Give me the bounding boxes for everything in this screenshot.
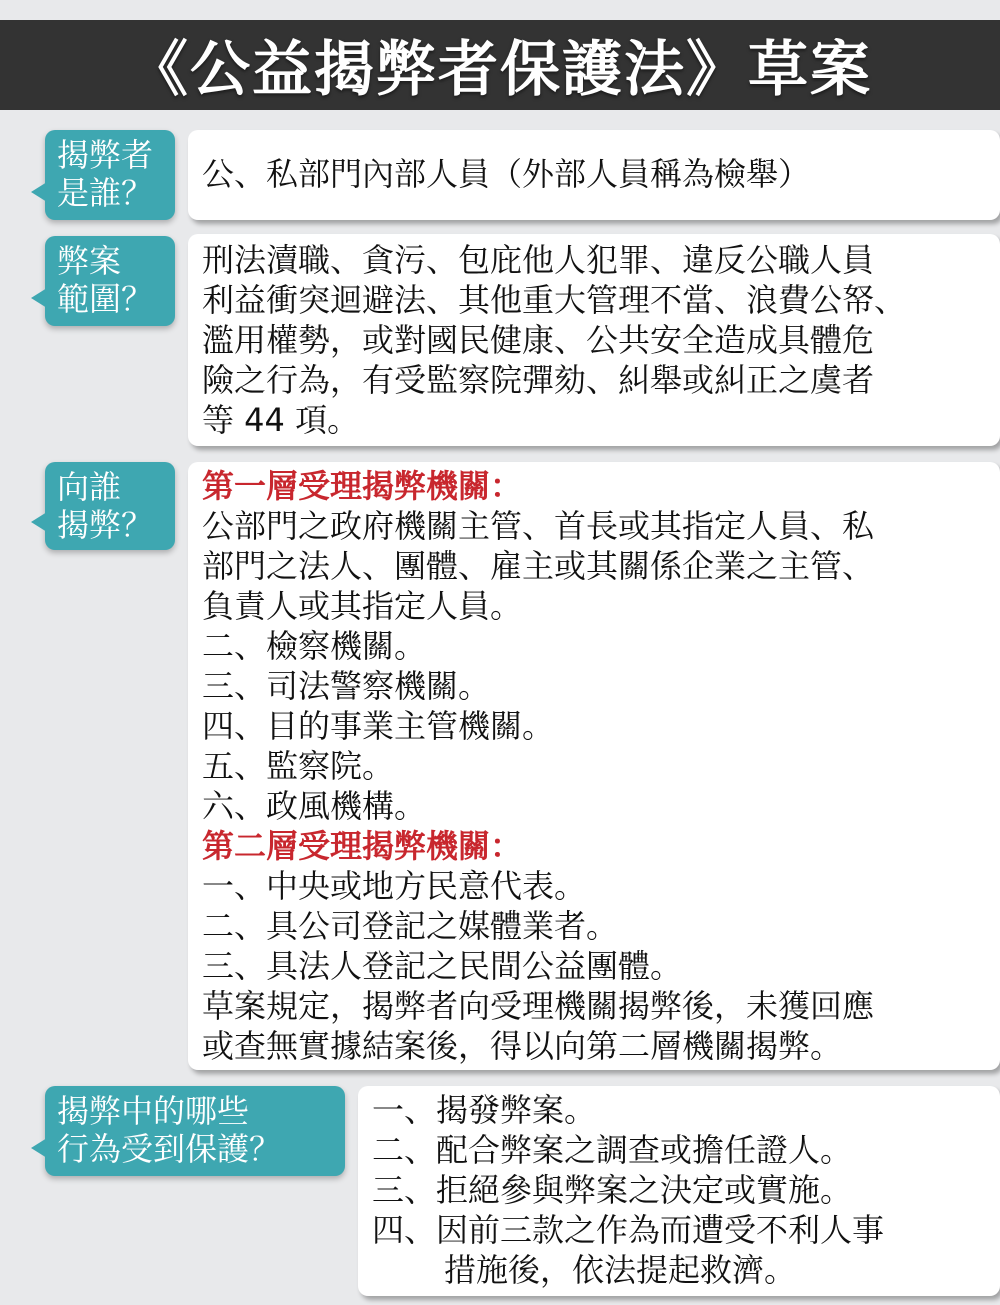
- answer-line: 險之行為，有受監察院彈劾、糾舉或糾正之虞者: [202, 361, 875, 399]
- tier-one-heading: 第一層受理揭弊機關：: [202, 467, 523, 505]
- answer-line: 三、拒絕參與弊案之決定或實施。: [372, 1171, 853, 1209]
- title-bar: [0, 20, 1000, 110]
- answer-line: 六、政風機構。: [202, 787, 427, 825]
- question-line: 弊案: [57, 242, 122, 280]
- answer-line: 或查無實據結案後，得以向第二層機關揭弊。: [202, 1027, 843, 1065]
- question-line: 向誰: [57, 468, 122, 506]
- tier-two-heading: 第二層受理揭弊機關：: [202, 827, 523, 865]
- answer-line: 負責人或其指定人員。: [202, 587, 523, 625]
- answer-line: 二、配合弊案之調查或擔任證人。: [372, 1131, 853, 1169]
- answer-line: 濫用權勢，或對國民健康、公共安全造成具體危: [202, 321, 875, 359]
- answer-line: 公、私部門內部人員（外部人員稱為檢舉）: [202, 155, 811, 193]
- answer-box-protected-acts: [358, 1086, 1000, 1296]
- answer-line: 等 44 項。: [202, 401, 360, 439]
- answer-line: 利益衝突迴避法、其他重大管理不當、浪費公帑、: [202, 281, 907, 319]
- answer-line: 二、檢察機關。: [202, 627, 427, 665]
- answer-box-who: [188, 130, 1000, 220]
- question-line: 揭弊者: [57, 136, 154, 174]
- answer-line: 刑法瀆職、貪污、包庇他人犯罪、違反公職人員: [202, 241, 875, 279]
- answer-line: 部門之法人、團體、雇主或其關係企業之主管、: [202, 547, 875, 585]
- answer-line: 四、因前三款之作為而遭受不利人事: [372, 1211, 885, 1249]
- page-title: 《公益揭弊者保護法》草案: [128, 35, 872, 105]
- answer-line: 一、揭發弊案。: [372, 1091, 597, 1129]
- question-line: 行為受到保護？: [57, 1130, 282, 1168]
- answer-line: 三、司法警察機關。: [202, 667, 491, 705]
- answer-line: 四、目的事業主管機關。: [202, 707, 555, 745]
- answer-line: 三、具法人登記之民間公益團體。: [202, 947, 683, 985]
- question-bubble-scope: [45, 236, 175, 326]
- answer-box-scope: [188, 234, 1000, 446]
- question-line: 揭弊中的哪些: [57, 1092, 250, 1130]
- answer-line: 一、中央或地方民意代表。: [202, 867, 587, 905]
- answer-line: 草案規定，揭弊者向受理機關揭弊後，未獲回應: [202, 987, 875, 1025]
- answer-box-whom: [188, 462, 1000, 1070]
- question-line: 是誰？: [57, 174, 154, 212]
- question-bubble-whom: [45, 462, 175, 550]
- question-line: 範圍？: [57, 280, 154, 318]
- question-line: 揭弊？: [57, 506, 154, 544]
- question-bubble-protected-acts: [45, 1086, 345, 1176]
- answer-line: 措施後，依法提起救濟。: [444, 1251, 797, 1289]
- answer-line: 二、具公司登記之媒體業者。: [202, 907, 619, 945]
- answer-line: 五、監察院。: [202, 747, 395, 785]
- answer-line: 公部門之政府機關主管、首長或其指定人員、私: [202, 507, 875, 545]
- question-bubble-who: [45, 130, 175, 220]
